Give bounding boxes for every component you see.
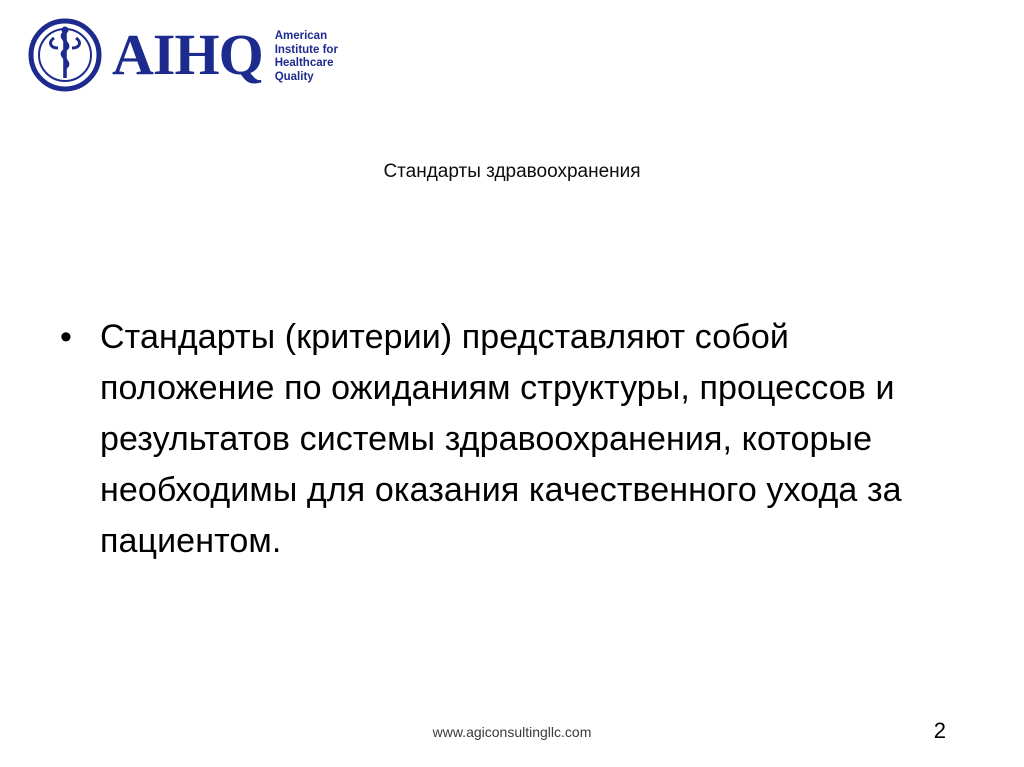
logo-wordmark: AIHQ: [112, 22, 263, 87]
footer-url: www.agiconsultingllc.com: [432, 724, 592, 740]
logo-subtitle-line-1: American: [274, 30, 328, 42]
page-title: Стандарты здравоохранения: [383, 161, 641, 182]
logo-subtitle-line-2: Institute for: [274, 43, 338, 56]
bullet-text: Стандарты (критерии) представляют собой положение по ожиданиям структуры, процессов и результатов системы здравоохранения, которые необходимы для оказания качественного ухода за пациентом.: [100, 318, 902, 560]
logo-subtitle-line-4: Quality: [274, 70, 314, 83]
logo: [28, 18, 338, 92]
list-item: [52, 312, 968, 567]
bullet-marker: •: [60, 318, 72, 356]
caduceus-icon: [28, 18, 102, 92]
logo-subtitle-line-3: Healthcare: [274, 57, 334, 69]
slide-body: [52, 312, 968, 567]
page-number: 2: [933, 718, 946, 743]
logo-subtitle: [275, 30, 338, 84]
